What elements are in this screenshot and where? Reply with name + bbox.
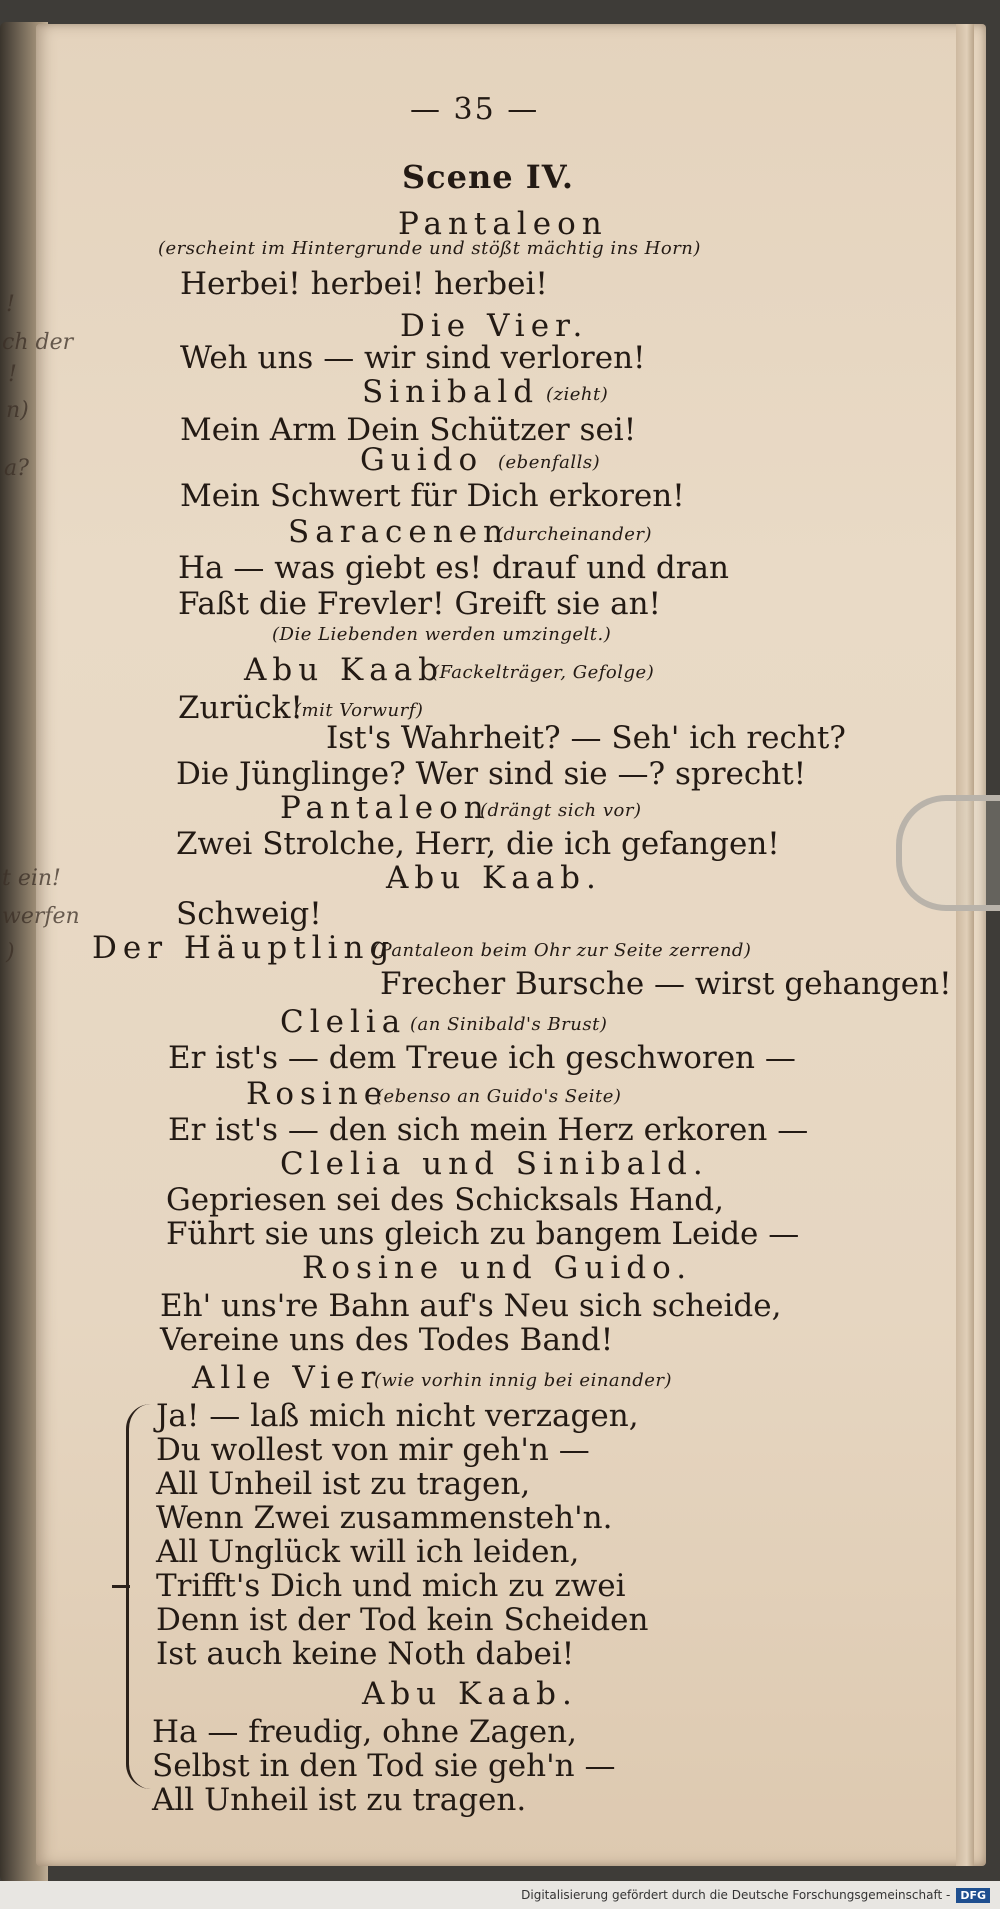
speaker-name: Rosine und Guido. (302, 1250, 693, 1286)
stage-direction: (ebenfalls) (498, 452, 601, 473)
verse-line: All Unheil ist zu tragen, (156, 1466, 531, 1502)
speaker-name: Abu Kaab. (362, 1676, 578, 1712)
verse-line: Wenn Zwei zusammensteh'n. (156, 1500, 613, 1536)
verse-line: Du wollest von mir geh'n — (156, 1432, 590, 1468)
verse-line: Weh uns — wir sind verloren! (180, 340, 646, 376)
verse-line: Mein Arm Dein Schützer sei! (180, 412, 637, 448)
verse-brace (126, 1404, 151, 1789)
verse-line: Mein Schwert für Dich erkoren! (180, 478, 685, 514)
verse-line: Denn ist der Tod kein Scheiden (156, 1602, 649, 1638)
margin-fragment: a? (4, 456, 29, 481)
funding-credit: Digitalisierung gefördert durch die Deutsche Forschungsgemeinschaft - (521, 1888, 951, 1902)
speaker-name: Rosine (246, 1076, 389, 1112)
speaker-name: Der Häuptling (92, 930, 396, 966)
verse-line: Die Jünglinge? Wer sind sie —? sprecht! (176, 756, 807, 792)
stage-direction: (an Sinibald's Brust) (410, 1014, 608, 1035)
verse-line: Ha — was giebt es! drauf und dran (178, 550, 730, 586)
verse-line: Ja! — laß mich nicht verzagen, (156, 1398, 639, 1434)
speaker-name: Clelia und Sinibald. (280, 1146, 709, 1182)
stage-direction: (mit Vorwurf) (294, 700, 424, 721)
verse-line: Ist's Wahrheit? — Seh' ich recht? (326, 720, 846, 756)
verse-line: All Unheil ist zu tragen. (152, 1782, 527, 1818)
page-number: — 35 — (410, 92, 540, 127)
verse-line: Selbst in den Tod sie geh'n — (152, 1748, 616, 1784)
stage-direction: (Pantaleon beim Ohr zur Seite zerrend) (372, 940, 752, 961)
speaker-name: Sinibald (362, 374, 540, 410)
speaker-name: Alle Vier (192, 1360, 382, 1396)
verse-brace-tip (112, 1585, 130, 1588)
margin-fragment: t ein! (2, 866, 61, 891)
verse-line: Zurück! (178, 690, 303, 726)
speaker-name: Clelia (280, 1004, 407, 1040)
verse-line: Ha — freudig, ohne Zagen, (152, 1714, 577, 1750)
verse-line: Eh' uns're Bahn auf's Neu sich scheide, (160, 1288, 782, 1324)
margin-fragment: ) (6, 940, 15, 965)
stage-direction: (zieht) (546, 384, 609, 405)
footer-bar (0, 1881, 1000, 1909)
page-clip (896, 795, 1000, 911)
verse-line: Frecher Bursche — wirst gehangen! (380, 966, 952, 1002)
stage-direction: (erscheint im Hintergrunde und stößt mächtig ins Horn) (158, 238, 701, 259)
stage-direction: (durcheinander) (496, 524, 653, 545)
margin-fragment: n) (6, 398, 29, 423)
speaker-name: Abu Kaab (244, 652, 445, 688)
page-edge (956, 24, 974, 1866)
stage-direction: (Fackelträger, Gefolge) (432, 662, 655, 683)
margin-fragment: ! (8, 362, 17, 387)
verse-line: Er ist's — den sich mein Herz erkoren — (168, 1112, 809, 1148)
margin-fragment: werfen (2, 904, 80, 929)
margin-fragment: ch der (2, 330, 74, 355)
verse-line: Trifft's Dich und mich zu zwei (156, 1568, 626, 1604)
stage-direction: (drängt sich vor) (480, 800, 642, 821)
speaker-name: Guido (360, 442, 484, 478)
verse-line: Ist auch keine Noth dabei! (156, 1636, 575, 1672)
verse-line: Vereine uns des Todes Band! (160, 1322, 614, 1358)
speaker-name: Abu Kaab. (386, 860, 602, 896)
speaker-name: Pantaleon (398, 206, 608, 242)
verse-line: All Unglück will ich leiden, (156, 1534, 580, 1570)
verse-line: Er ist's — dem Treue ich geschworen — (168, 1040, 796, 1076)
verse-line: Gepriesen sei des Schicksals Hand, (166, 1182, 724, 1218)
speaker-name: Pantaleon (280, 790, 490, 826)
verse-line: Schweig! (176, 896, 322, 932)
stage-direction: (ebenso an Guido's Seite) (376, 1086, 622, 1107)
verse-line: Führt sie uns gleich zu bangem Leide — (166, 1216, 800, 1252)
verse-line: Herbei! herbei! herbei! (180, 266, 548, 302)
stage-direction: (Die Liebenden werden umzingelt.) (272, 624, 612, 645)
speaker-name: Saracenen (288, 514, 510, 550)
dfg-logo: DFG (956, 1888, 990, 1903)
verse-line: Zwei Strolche, Herr, die ich gefangen! (176, 826, 780, 862)
stage-direction: (wie vorhin innig bei einander) (374, 1370, 673, 1391)
margin-fragment: ! (6, 292, 15, 317)
scene-heading: Scene IV. (402, 158, 575, 196)
verse-line: Faßt die Frevler! Greift sie an! (178, 586, 661, 622)
speaker-name: Die Vier. (400, 308, 589, 344)
